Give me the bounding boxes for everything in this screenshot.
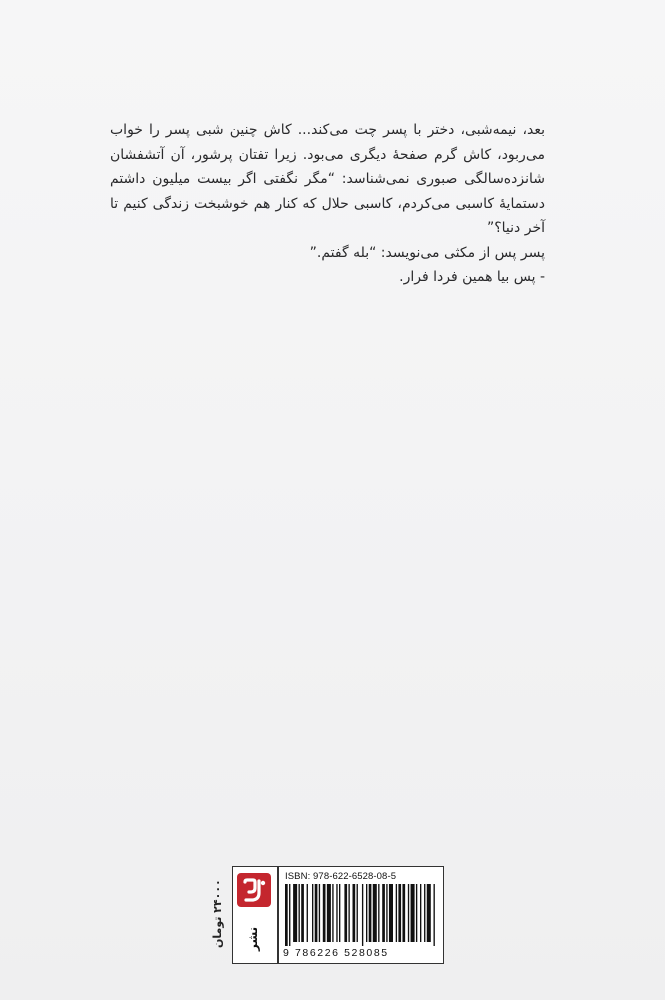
- barcode-bar: [299, 884, 300, 942]
- barcode-bar: [427, 884, 431, 942]
- barcode-bar: [323, 884, 326, 942]
- barcode-bar: [408, 884, 409, 942]
- imprint-area: [211, 860, 442, 968]
- blurb-dialogue-reply: - پس بیا همین فردا فرار.: [399, 269, 545, 285]
- barcode-bar: [339, 884, 340, 942]
- barcode-bar: [366, 884, 367, 942]
- barcode-bar: [424, 884, 425, 942]
- barcode-box: [278, 866, 444, 964]
- barcode-bar: [362, 884, 363, 946]
- barcode-bar: [378, 884, 379, 942]
- barcode-bar: [293, 884, 297, 942]
- blurb-text: [110, 118, 545, 290]
- barcode-bar: [344, 884, 347, 942]
- barcode-bar: [382, 884, 385, 942]
- barcode-bar: [289, 884, 290, 946]
- barcode-bar: [373, 884, 377, 942]
- barcode-bar: [301, 884, 304, 942]
- price-label: ۲۴۰۰۰ تومان: [211, 879, 224, 949]
- barcode-bar: [389, 884, 393, 942]
- barcode-bar: [369, 884, 372, 942]
- blurb-paragraph: بعد، نیمه‌شبی، دختر با پسر چت می‌کند... کاش چنین شبی پسر را خواب می‌ربود، کاش گرم صفحهٔ دیگری می‌بود. زیرا تفتان پرشور، آن آتشفشان شانزده‌سالگی صبوری نمی‌شناسد: “مگر نگفتی اگر بیست میلیون داشتم دستمایهٔ کاسبی می‌کردم، کاسبی حلال که کنار هم خوشبخت زندگی کنیم تا آخر دنیا؟”: [110, 122, 545, 236]
- publisher-logo-box: [232, 866, 278, 964]
- barcode-bar: [332, 884, 333, 942]
- barcode-bar: [353, 884, 356, 942]
- barcode-bar: [434, 884, 435, 946]
- barcode-icon: [285, 884, 437, 946]
- barcode-bar: [285, 884, 288, 946]
- barcode-bar: [357, 884, 358, 942]
- barcode-bar: [411, 884, 415, 942]
- ean-digits: 9 786226 528085: [283, 947, 389, 959]
- barcode-bar: [315, 884, 318, 942]
- barcode-bar: [398, 884, 401, 942]
- barcode-bar: [396, 884, 397, 942]
- barcode-bar: [416, 884, 417, 942]
- barcode-bar: [327, 884, 331, 942]
- publisher-logo-icon: [237, 873, 271, 907]
- isbn-label: ISBN: 978-622-6528-08-5: [285, 871, 397, 882]
- barcode-bar: [319, 884, 320, 942]
- barcode-bar: [386, 884, 387, 942]
- blurb-dialogue-line: پسر پس از مکثی می‌نویسد: “بله گفتم.”: [309, 244, 545, 261]
- publisher-name: نشر: [246, 926, 260, 952]
- barcode-bar: [402, 884, 405, 942]
- barcode-bar: [336, 884, 337, 942]
- barcode-bar: [420, 884, 421, 942]
- barcode-bar: [348, 884, 349, 942]
- barcode-bar: [312, 884, 313, 942]
- barcode-bar: [307, 884, 308, 942]
